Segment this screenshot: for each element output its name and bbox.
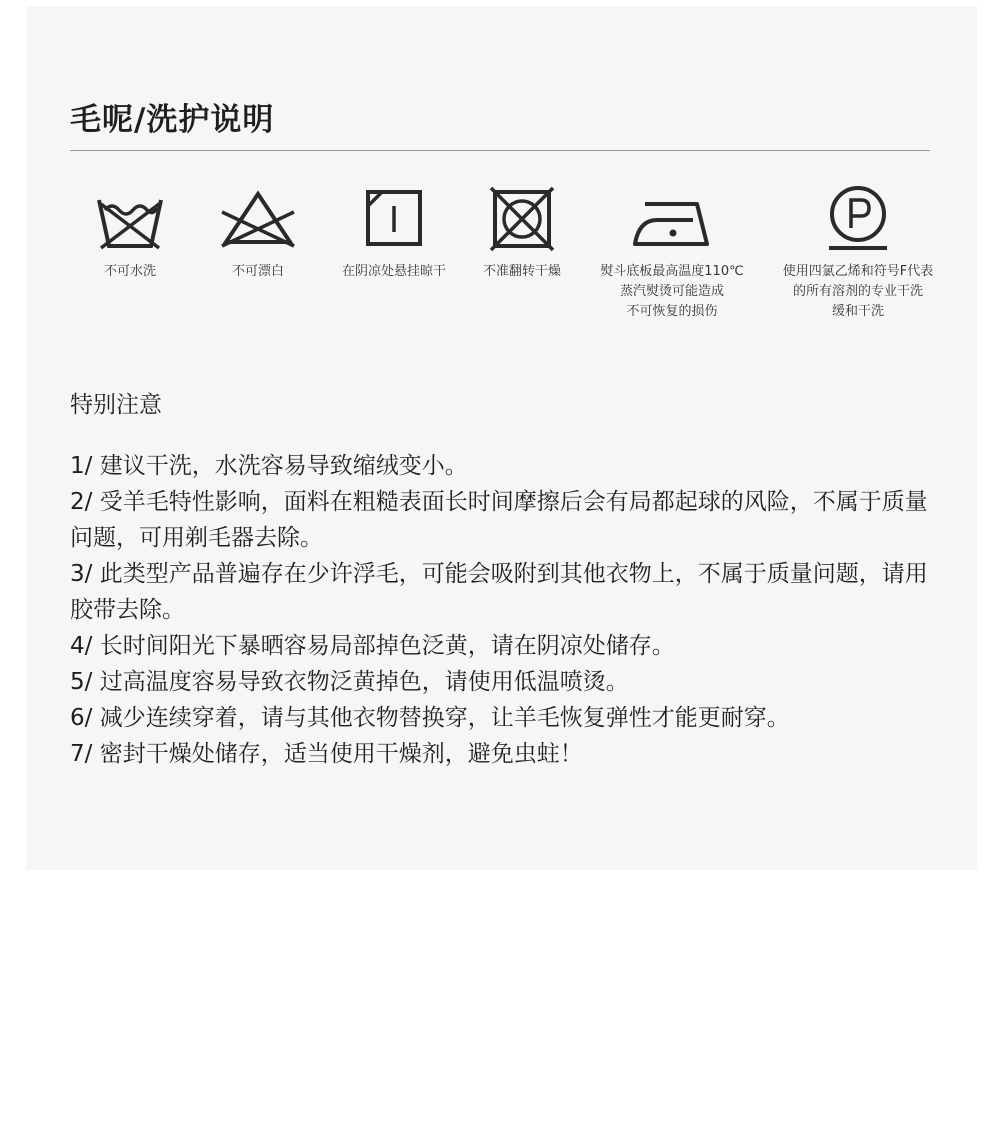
title-divider (70, 150, 930, 151)
care-icon-line-dry-shade (326, 186, 462, 282)
line-dry-shade-label: 在阴凉处悬挂晾干 (341, 264, 446, 279)
care-icon-dry-clean (768, 186, 948, 322)
dry-clean-label: 使用四氯乙烯和符号F代表 的所有溶剂的专业干洗 缓和干洗 (782, 264, 934, 319)
iron-110c-icon (627, 186, 717, 256)
care-icon-no-tumble-dry (472, 186, 572, 282)
no-bleach-label: 不可漂白 (231, 264, 284, 279)
note-item: 7/ 密封干燥处储存，适当使用干燥剂，避免虫蛀！ (70, 741, 583, 767)
page-title: 毛呢/洗护说明 (70, 102, 275, 138)
care-icon-iron (582, 186, 762, 322)
notes-heading: 特别注意 (70, 392, 162, 418)
no-wash-label: 不可水洗 (103, 264, 156, 279)
no-wash-icon (95, 186, 165, 256)
iron-label: 熨斗底板最高温度110℃ 蒸汽熨烫可能造成 不可恢复的损伤 (600, 264, 744, 319)
dry-clean-p-icon (823, 186, 893, 256)
note-item: 2/ 受羊毛特性影响，面料在粗糙表面长时间摩擦后会有局都起球的风险，不属于质量问题，可用剃毛器去除。 (70, 489, 928, 551)
note-item: 4/ 长时间阳光下暴晒容易局部掉色泛黄，请在阴凉处储存。 (70, 633, 675, 659)
notes-list (70, 448, 940, 772)
line-dry-shade-icon (359, 186, 429, 256)
note-item: 1/ 建议干洗，水洗容易导致缩绒变小。 (70, 453, 468, 479)
note-item: 5/ 过高温度容易导致衣物泛黄掉色，请使用低温喷烫。 (70, 669, 629, 695)
care-icon-no-bleach (208, 186, 308, 282)
care-icon-no-wash (70, 186, 190, 282)
note-item: 3/ 此类型产品普遍存在少许浮毛，可能会吸附到其他衣物上，不属于质量问题，请用胶带去除。 (70, 561, 928, 623)
no-tumble-dry-label: 不准翻转干燥 (482, 264, 561, 279)
care-instructions-panel (26, 6, 977, 870)
note-item: 6/ 减少连续穿着，请与其他衣物替换穿，让羊毛恢复弹性才能更耐穿。 (70, 705, 790, 731)
no-tumble-dry-icon (487, 186, 557, 256)
no-bleach-icon (218, 186, 298, 256)
